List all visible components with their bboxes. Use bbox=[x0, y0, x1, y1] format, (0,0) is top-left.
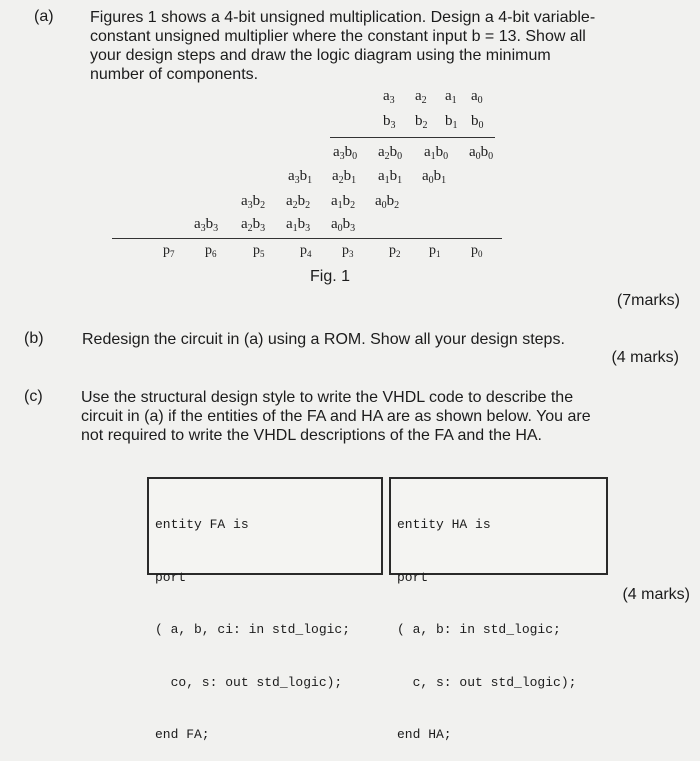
pp2-term: $a_2b_2$ bbox=[286, 193, 311, 211]
code-line: entity HA is bbox=[397, 517, 491, 532]
term-a1: $a_1$ bbox=[445, 88, 457, 106]
pp1-term: $a_3b_1$ bbox=[288, 168, 313, 186]
pp0-term: $a_3b_0$ bbox=[333, 144, 358, 162]
pp0-term: $a_1b_0$ bbox=[424, 144, 449, 162]
part-a-label: (a) bbox=[34, 8, 54, 25]
product-p3: $p_3$ bbox=[342, 243, 354, 259]
part-c-text bbox=[81, 388, 661, 445]
code-box-ha bbox=[389, 477, 608, 742]
term-a0: $a_0$ bbox=[471, 88, 483, 106]
part-c-line: not required to write the VHDL descriptions of the FA and the HA. bbox=[81, 427, 542, 444]
product-p5: $p_5$ bbox=[253, 243, 265, 259]
pp3-term: $a_2b_3$ bbox=[241, 216, 266, 234]
code-line: ( a, b, ci: in std_logic; bbox=[155, 622, 351, 637]
part-c-line: Use the structural design style to write the VHDL code to describe the bbox=[81, 389, 574, 406]
part-a-line: your design steps and draw the logic diagram using the minimum bbox=[90, 47, 551, 64]
term-b2: $b_2$ bbox=[415, 113, 428, 131]
product-p4: $p_4$ bbox=[300, 243, 312, 259]
pp0-term: $a_2b_0$ bbox=[378, 144, 403, 162]
product-p0: $p_0$ bbox=[471, 243, 483, 259]
part-a-line: constant unsigned multiplier where the constant input b = 13. Show all bbox=[90, 28, 586, 45]
pp2-term: $a_1b_2$ bbox=[331, 193, 356, 211]
part-c-label: (c) bbox=[24, 388, 43, 405]
code-line: entity FA is bbox=[155, 517, 249, 532]
pp3-term: $a_0b_3$ bbox=[331, 216, 356, 234]
part-b-text: Redesign the circuit in (a) using a ROM. Show all your design steps. bbox=[82, 331, 565, 348]
part-a-text bbox=[90, 8, 650, 84]
product-p6: $p_6$ bbox=[205, 243, 217, 259]
pp3-term: $a_3b_3$ bbox=[194, 216, 219, 234]
pp3-term: $a_1b_3$ bbox=[286, 216, 311, 234]
code-line: port bbox=[397, 569, 429, 585]
product-p7: $p_7$ bbox=[163, 243, 175, 259]
term-b3: $b_3$ bbox=[383, 113, 396, 131]
code-line: port bbox=[155, 569, 187, 585]
product-p2: $p_2$ bbox=[389, 243, 401, 259]
term-b0: $b_0$ bbox=[471, 113, 484, 131]
term-a2: $a_2$ bbox=[415, 88, 427, 106]
rule-operands bbox=[330, 137, 495, 138]
code-line: c, s: out std_logic); bbox=[397, 674, 577, 690]
part-c-marks: (4 marks) bbox=[622, 586, 690, 603]
part-a-line: Figures 1 shows a 4-bit unsigned multiplication. Design a 4-bit variable- bbox=[90, 9, 596, 26]
part-b-marks: (4 marks) bbox=[611, 349, 679, 366]
part-b-label: (b) bbox=[24, 330, 44, 347]
code-line: end FA; bbox=[155, 727, 210, 742]
part-c-line: circuit in (a) if the entities of the FA and HA are as shown below. You are bbox=[81, 408, 591, 425]
pp1-term: $a_0b_1$ bbox=[422, 168, 447, 186]
code-line: co, s: out std_logic); bbox=[155, 674, 343, 690]
pp1-term: $a_1b_1$ bbox=[378, 168, 403, 186]
part-a-marks: (7marks) bbox=[616, 292, 680, 309]
part-a-line: number of components. bbox=[90, 66, 259, 83]
product-p1: $p_1$ bbox=[429, 243, 441, 259]
figure-caption: Fig. 1 bbox=[310, 268, 351, 285]
code-box-fa bbox=[147, 477, 383, 742]
code-line: end HA; bbox=[397, 727, 452, 742]
pp0-term: $a_0b_0$ bbox=[469, 144, 494, 162]
term-b1: $b_1$ bbox=[445, 113, 458, 131]
code-line: ( a, b: in std_logic; bbox=[397, 622, 561, 637]
pp2-term: $a_3b_2$ bbox=[241, 193, 266, 211]
pp2-term: $a_0b_2$ bbox=[375, 193, 400, 211]
pp1-term: $a_2b_1$ bbox=[332, 168, 357, 186]
term-a3: $a_3$ bbox=[383, 88, 395, 106]
rule-products bbox=[112, 238, 502, 239]
